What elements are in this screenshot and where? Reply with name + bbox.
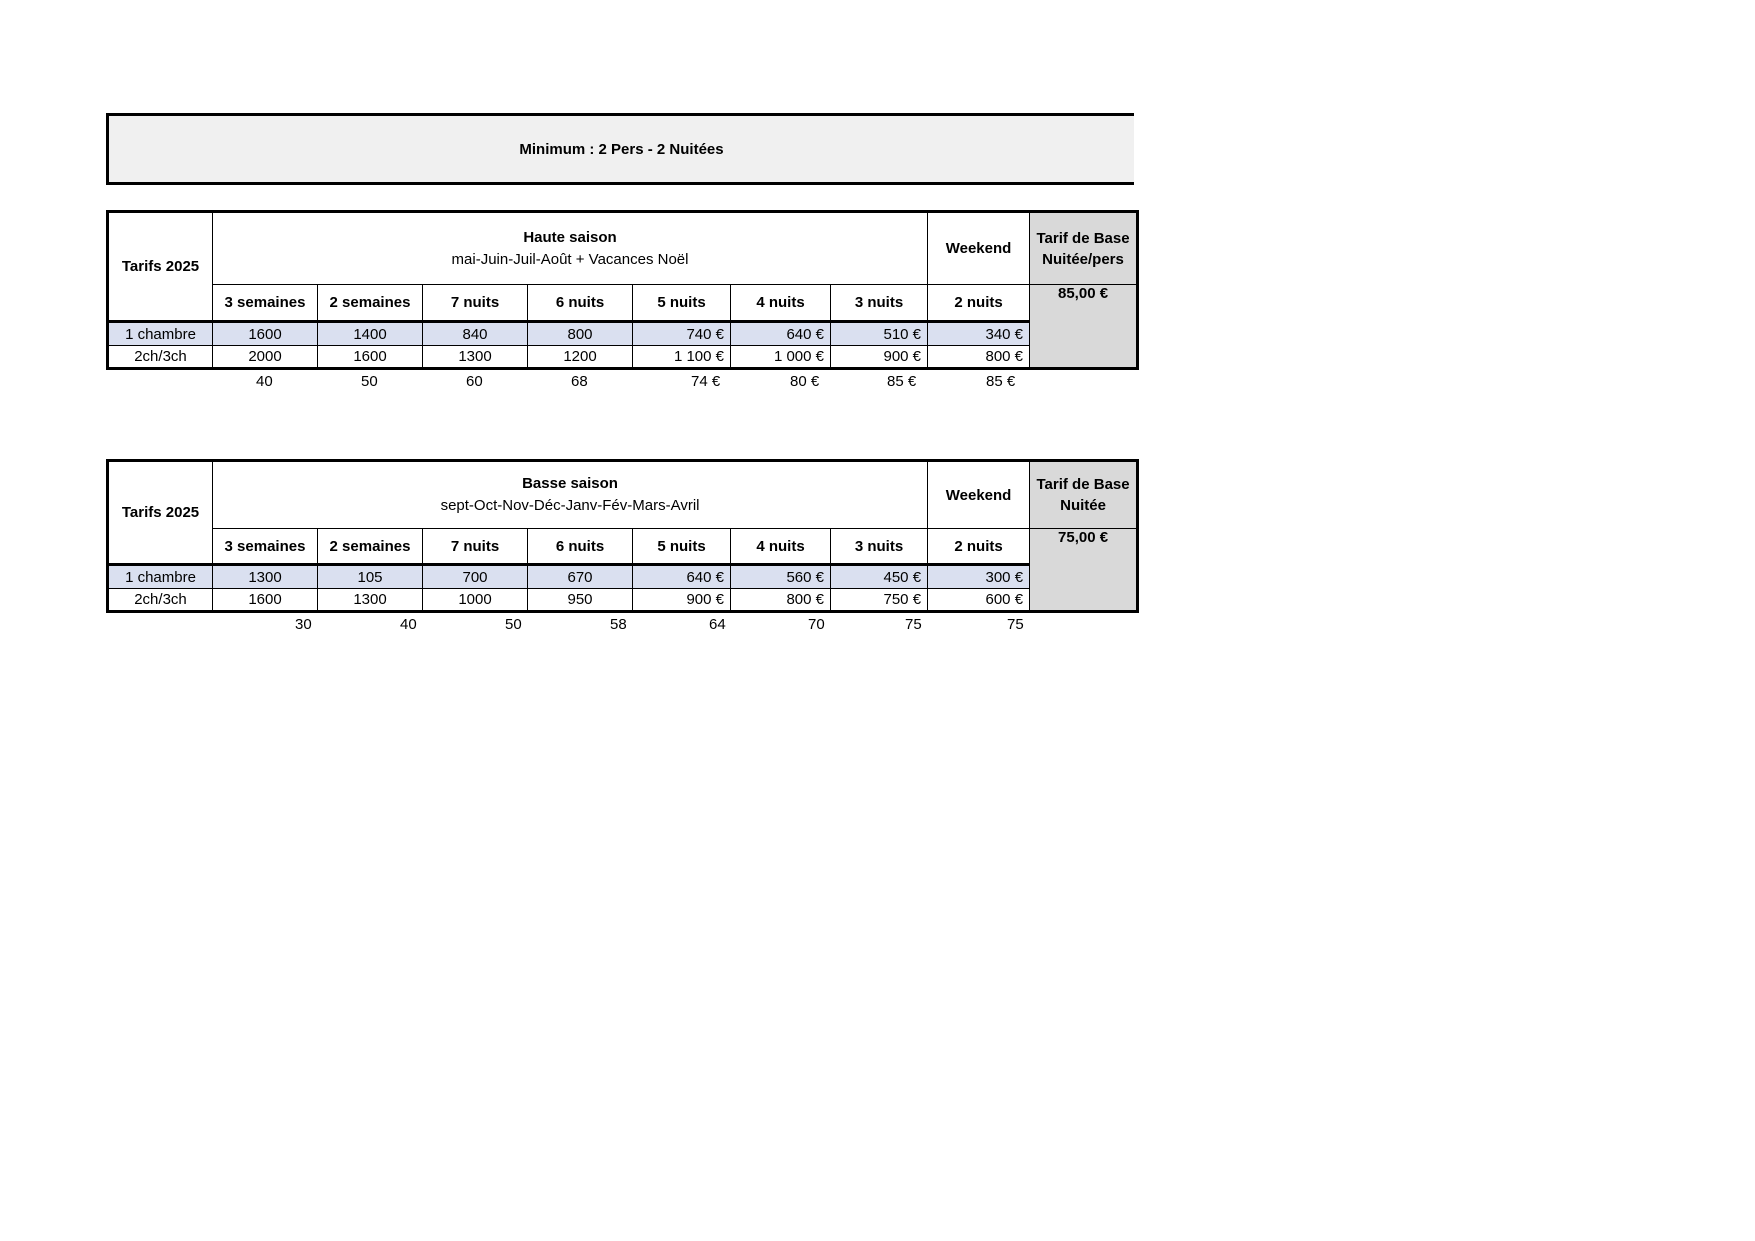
base-rate-header-line1: Tarif de Base: [1036, 229, 1130, 247]
table-cell: 510 €: [831, 322, 928, 346]
table-cell: 105: [318, 565, 423, 589]
footer-value: 85 €: [887, 373, 917, 390]
column-header: 2 semaines: [318, 285, 423, 322]
column-header: 7 nuits: [423, 285, 528, 322]
table-cell: 1000: [423, 589, 528, 612]
base-rate-value: [1030, 285, 1138, 369]
table-cell: 900 €: [831, 346, 928, 369]
footer-value: 40: [400, 616, 417, 633]
base-rate-header-line2: Nuitée/pers: [1042, 250, 1124, 268]
table-cell: 840: [423, 322, 528, 346]
table-cell: 750 €: [831, 589, 928, 612]
footer-value: 70: [808, 616, 825, 633]
table-cell: 300 €: [928, 565, 1030, 589]
footer-value: 40: [256, 373, 273, 390]
table-cell: 1600: [213, 322, 318, 346]
footer-value: 74 €: [691, 373, 721, 390]
row-label: 2ch/3ch: [108, 589, 213, 612]
column-header: 3 semaines: [213, 285, 318, 322]
season-name: Basse saison: [522, 475, 618, 492]
table-cell: 1300: [213, 565, 318, 589]
table-cell: 700: [423, 565, 528, 589]
footer-value: 80 €: [790, 373, 820, 390]
table-cell: 1200: [528, 346, 633, 369]
footer-value: 58: [610, 616, 627, 633]
table-cell: 1 100 €: [633, 346, 731, 369]
table-row: [108, 565, 1138, 589]
table-row: [108, 322, 1138, 346]
column-header: 2 nuits: [928, 529, 1030, 565]
table-label: Tarifs 2025: [108, 212, 213, 322]
table-cell: 1300: [318, 589, 423, 612]
base-rate-header: [1030, 461, 1138, 529]
minimum-text: Minimum : 2 Pers - 2 Nuitées: [519, 140, 724, 158]
column-header: 5 nuits: [633, 529, 731, 565]
table-cell: 450 €: [831, 565, 928, 589]
table-cell: 900 €: [633, 589, 731, 612]
footer-value: 75: [1007, 616, 1024, 633]
row-label: 1 chambre: [108, 322, 213, 346]
table-cell: 800: [528, 322, 633, 346]
table-cell: 740 €: [633, 322, 731, 346]
column-header: 6 nuits: [528, 529, 633, 565]
column-header: 7 nuits: [423, 529, 528, 565]
season-header: [213, 461, 928, 529]
table-cell: 1 000 €: [731, 346, 831, 369]
column-header: 2 nuits: [928, 285, 1030, 322]
base-rate-header-line1: Tarif de Base: [1036, 476, 1130, 493]
season-name: Haute saison: [523, 228, 617, 246]
footer-value: 64: [709, 616, 726, 633]
footer-value: 85 €: [986, 373, 1016, 390]
column-header: 3 semaines: [213, 529, 318, 565]
rates-table-high-season: [106, 210, 1139, 370]
table-cell: 670: [528, 565, 633, 589]
table-cell: 2000: [213, 346, 318, 369]
footer-value: 68: [571, 373, 588, 390]
table-cell: 600 €: [928, 589, 1030, 612]
column-header: 5 nuits: [633, 285, 731, 322]
base-rate-header: [1030, 212, 1138, 285]
row-label: 2ch/3ch: [108, 346, 213, 369]
table-cell: 1600: [213, 589, 318, 612]
table-label: Tarifs 2025: [108, 461, 213, 565]
base-rate-value-text: 75,00 €: [1058, 529, 1109, 546]
table-cell: 800 €: [731, 589, 831, 612]
table-cell: 1400: [318, 322, 423, 346]
column-header: 6 nuits: [528, 285, 633, 322]
per-night-footer-low-season: [0, 616, 1755, 638]
table-cell: 1300: [423, 346, 528, 369]
column-header: 4 nuits: [731, 529, 831, 565]
per-night-footer-high-season: [0, 373, 1755, 395]
table-row: [108, 589, 1138, 612]
season-months: sept-Oct-Nov-Déc-Janv-Fév-Mars-Avril: [440, 497, 700, 514]
table-cell: 640 €: [633, 565, 731, 589]
column-header: 2 semaines: [318, 529, 423, 565]
column-header: 3 nuits: [831, 529, 928, 565]
table-cell: 560 €: [731, 565, 831, 589]
row-label: 1 chambre: [108, 565, 213, 589]
column-header: 3 nuits: [831, 285, 928, 322]
weekend-header: Weekend: [928, 212, 1030, 285]
weekend-header: Weekend: [928, 461, 1030, 529]
table-row: [108, 346, 1138, 369]
footer-value: 50: [505, 616, 522, 633]
base-rate-value-text: 85,00 €: [1058, 285, 1109, 302]
footer-value: 60: [466, 373, 483, 390]
base-rate-header-line2: Nuitée: [1060, 497, 1106, 514]
season-months: mai-Juin-Juil-Août + Vacances Noël: [451, 250, 689, 268]
table-cell: 950: [528, 589, 633, 612]
footer-value: 50: [361, 373, 378, 390]
footer-value: 30: [295, 616, 312, 633]
table-cell: 340 €: [928, 322, 1030, 346]
column-header: 4 nuits: [731, 285, 831, 322]
table-cell: 800 €: [928, 346, 1030, 369]
minimum-banner: [106, 113, 1134, 185]
table-cell: 640 €: [731, 322, 831, 346]
table-cell: 1600: [318, 346, 423, 369]
season-header: [213, 212, 928, 285]
rates-table-low-season: [106, 459, 1139, 613]
footer-value: 75: [905, 616, 922, 633]
base-rate-value: [1030, 529, 1138, 612]
